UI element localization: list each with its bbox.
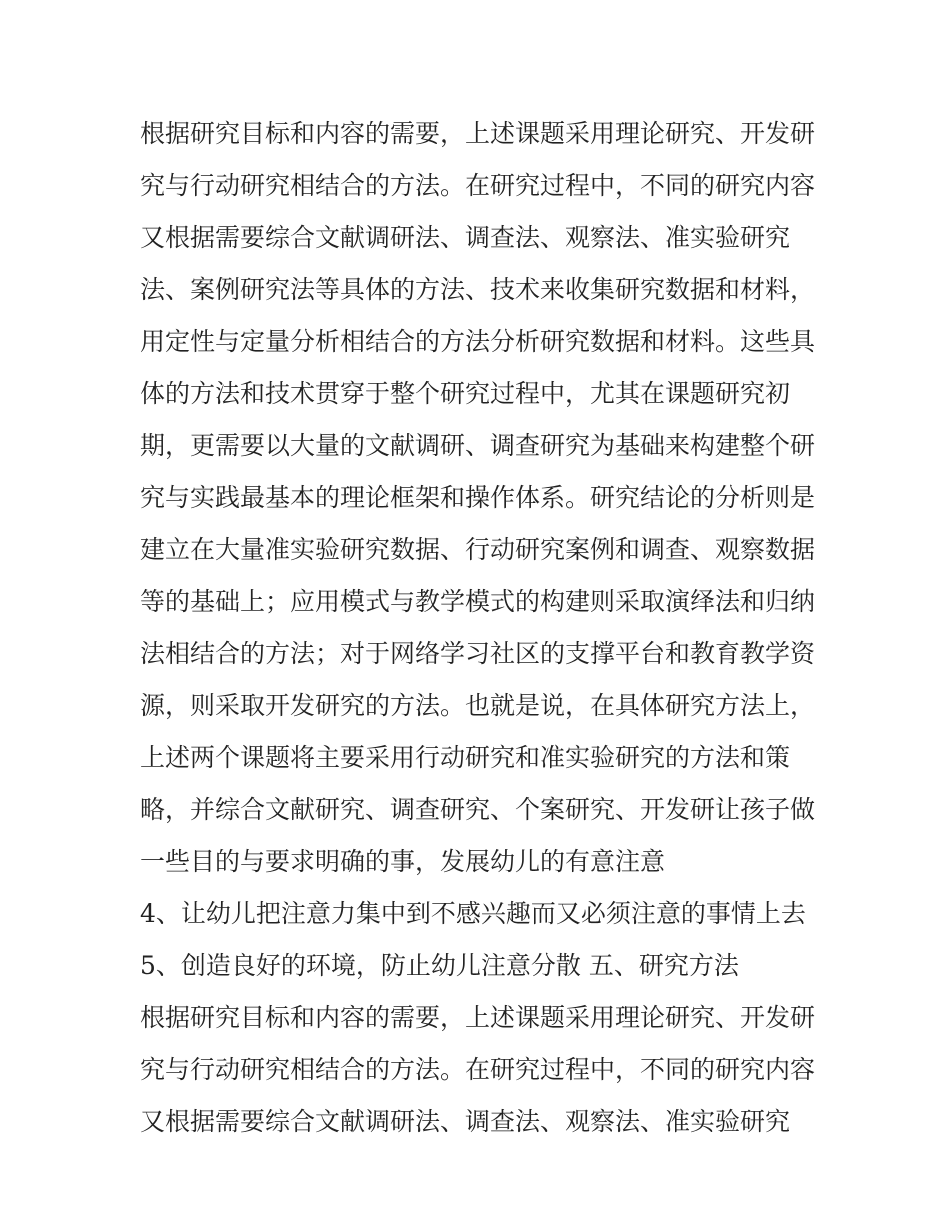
text-line-8: 究与实践最基本的理论框架和操作体系。研究结论的分析则是 [140, 483, 816, 512]
text-line-12: 源，则采取开发研究的方法。也就是说，在具体研究方法上， [140, 691, 816, 720]
text-line-2: 究与行动研究相结合的方法。在研究过程中，不同的研究内容 [140, 171, 816, 200]
text-line-11: 法相结合的方法；对于网络学习社区的支撑平台和教育教学资 [140, 639, 816, 668]
text-line-6: 体的方法和技术贯穿于整个研究过程中，尤其在课题研究初 [140, 379, 791, 408]
text-line-9: 建立在大量准实验研究数据、行动研究案例和调查、观察数据 [140, 535, 816, 564]
text-line-18: 根据研究目标和内容的需要，上述课题采用理论研究、开发研 [140, 1003, 816, 1032]
text-line-19: 究与行动研究相结合的方法。在研究过程中，不同的研究内容 [140, 1055, 816, 1084]
body-text [140, 108, 830, 1148]
text-line-20: 又根据需要综合文献调研法、调查法、观察法、准实验研究 [140, 1107, 791, 1136]
text-line-1: 根据研究目标和内容的需要，上述课题采用理论研究、开发研 [140, 119, 816, 148]
text-line-5: 用定性与定量分析相结合的方法分析研究数据和材料。这些具 [140, 327, 816, 356]
text-line-15: 一些目的与要求明确的事，发展幼儿的有意注意 [140, 847, 666, 876]
text-line-13: 上述两个课题将主要采用行动研究和准实验研究的方法和策 [140, 743, 791, 772]
text-line-17: 5、创造良好的环境，防止幼儿注意分散 五、研究方法 [140, 951, 739, 980]
text-line-14: 略，并综合文献研究、调查研究、个案研究、开发研让孩子做 [140, 795, 816, 824]
text-line-4: 法、案例研究法等具体的方法、技术来收集研究数据和材料， [140, 275, 816, 304]
text-line-7: 期，更需要以大量的文献调研、调查研究为基础来构建整个研 [140, 431, 816, 460]
text-line-16: 4、让幼儿把注意力集中到不感兴趣而又必须注意的事情上去 [140, 899, 806, 928]
text-line-3: 又根据需要综合文献调研法、调查法、观察法、准实验研究 [140, 223, 791, 252]
text-line-10: 等的基础上；应用模式与教学模式的构建则采取演绎法和归纳 [140, 587, 816, 616]
